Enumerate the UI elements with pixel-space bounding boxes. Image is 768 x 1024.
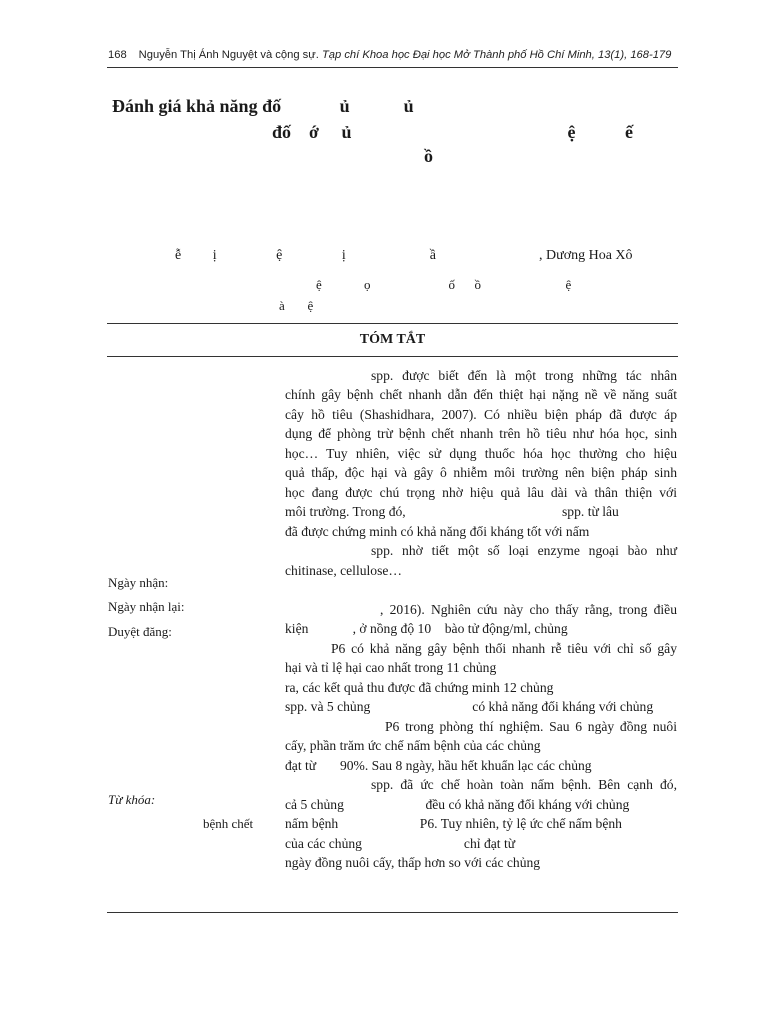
keyword-fragment: bệnh chết — [203, 816, 254, 831]
author-tail: , Dương Hoa Xô — [539, 248, 633, 263]
abstract-line: của các chủng chỉ đạt từ — [285, 836, 516, 851]
abstract-line: nấm bệnh P6. Tuy nhiên, tỷ lệ ức chế nấm bệnh — [285, 816, 622, 831]
accepted-label: Duyệt đăng: — [108, 624, 172, 639]
author-fragments: ễ ị ệ ị ầ — [175, 248, 436, 263]
abstract-bottom-rule — [107, 912, 678, 913]
abstract-line: spp. được biết đến là một trong những tác nhân — [371, 368, 677, 383]
abstract-line: ngày đồng nuôi cấy, thấp hơn so với các chủng — [285, 855, 541, 870]
abstract-line: cây hồ tiêu (Shashidhara, 2007). Có nhiều biện pháp đã được áp — [285, 407, 677, 422]
abstract-line: P6 trong phòng thí nghiệm. Sau 6 ngày đồng nuôi — [385, 719, 677, 734]
abstract-line: môi trường. Trong đó, spp. từ lâu — [285, 504, 619, 519]
title-line-1: Đánh giá khả năng đố ủ ủ — [112, 96, 414, 116]
abstract-top-rule — [107, 323, 678, 324]
keywords-label: Từ khóa: — [108, 792, 156, 807]
affiliation-line-2: à ệ — [279, 298, 314, 313]
abstract-line: học… Tuy nhiên, việc sử dụng thuốc hóa học thường cho hiệu — [285, 446, 677, 461]
abstract-line: học đang được chú trọng nhờ hiệu quả lâu dài và thân thiện với — [285, 485, 677, 500]
affiliation-line-1: ệ ọ ố ồ ệ — [316, 277, 572, 292]
abstract-line: , 2016). Nghiên cứu này cho thấy rằng, trong điều — [380, 602, 677, 617]
page-number: 168 — [108, 49, 127, 61]
abstract-line: kiện , ở nồng độ 10 bào tử động/ml, chủng — [285, 621, 568, 636]
abstract-line: hại và tỉ lệ hại cao nhất trong 11 chủng — [285, 660, 497, 675]
abstract-heading-rule — [107, 356, 678, 357]
header-authors: Nguyễn Thị Ánh Nguyệt và cộng sự. — [138, 49, 319, 61]
abstract-line: đạt từ 90%. Sau 8 ngày, hầu hết khuẩn lạc các chủng — [285, 758, 592, 773]
revised-label: Ngày nhận lại: — [108, 599, 185, 614]
title-line-2: đố ớ ủ ệ ế — [272, 122, 633, 142]
abstract-line: spp. đã ức chế hoàn toàn nấm bệnh. Bên cạnh đó, — [371, 777, 677, 792]
abstract-line: đã được chứng minh có khả năng đối kháng tốt với nấm — [285, 524, 590, 539]
abstract-line: spp. nhờ tiết một số loại enzyme ngoại bào như — [371, 543, 677, 558]
header-journal: Tạp chí Khoa học Đại học Mở Thành phố Hồ Chí Minh, 13(1), 168-179 — [321, 49, 672, 61]
abstract-line: cả 5 chủng đều có khả năng đối kháng với chủng — [285, 797, 630, 812]
abstract-line: cấy, phần trăm ức chế nấm bệnh của các chủng — [285, 738, 541, 753]
abstract-line: chính gây bệnh chết nhanh dẫn đến thiệt hại nặng nề về năng suất — [285, 387, 677, 402]
header-rule — [107, 67, 678, 68]
title-line-3: ồ — [424, 146, 433, 166]
abstract-line: ra, các kết quả thu được đã chứng minh 12 chủng — [285, 680, 554, 695]
abstract-line: P6 có khả năng gây bệnh thối nhanh rễ tiêu với chỉ số gây — [331, 641, 677, 656]
running-header — [108, 49, 671, 61]
abstract-heading: TÓM TẮT — [359, 332, 426, 347]
abstract-line: chitinase, cellulose… — [285, 563, 403, 578]
abstract-line: spp. và 5 chủng có khả năng đối kháng với chủng — [285, 699, 654, 714]
abstract-line: dụng để phòng trừ bệnh chết nhanh trên hồ tiêu như hóa học, sinh — [285, 426, 677, 441]
abstract-line: quả thấp, độc hại và gây ô nhiễm môi trường nên biện pháp sinh — [285, 465, 677, 480]
received-label: Ngày nhận: — [108, 575, 169, 590]
